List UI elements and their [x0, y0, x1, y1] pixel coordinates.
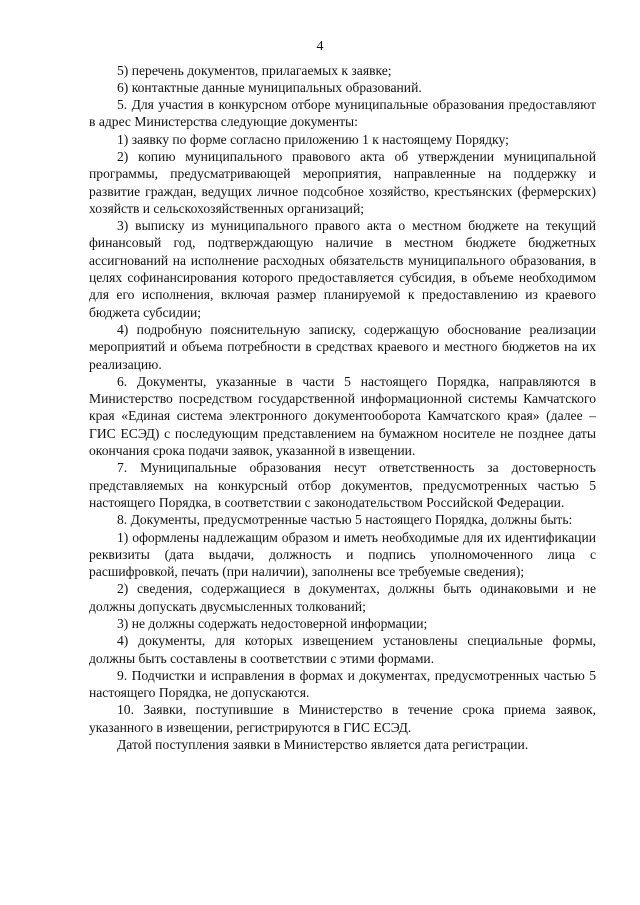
paragraph-section-5: 5. Для участия в конкурсном отборе муниципальные образования предоставляют в адрес Министерства следующие документы: [89, 97, 596, 130]
paragraph-section-8: 8. Документы, предусмотренные частью 5 настоящего Порядка, должны быть: [117, 512, 573, 528]
paragraph-section-6: 6. Документы, указанные в части 5 настоящего Порядка, направляются в Министерство посредством государственной информационной системы Камчатского края «Единая система электронного документооборота Камчатского края» (далее – ГИС ЕСЭД) с последующим представлением на бумажном носителе не позднее даты окончания срока подачи заявок, указанной в извещении. [89, 373, 596, 459]
paragraph-section-8-item-3: 3) не должны содержать недостоверной информации; [117, 616, 428, 631]
paragraph-section-8-item-2: 2) сведения, содержащиеся в документах, должны быть одинаковыми и не должны допускать двусмысленных толкований; [89, 581, 596, 614]
paragraph-section-9: 9. Подчистки и исправления в формах и документах, предусмотренных частью 5 настоящего Порядка, не допускаются. [89, 667, 596, 701]
page-number: 4 [316, 39, 324, 54]
paragraph-section-8-item-1: 1) оформлены надлежащим образом и иметь необходимые для их идентификации реквизиты (дата выдачи, должность и подпись уполномоченного лица с расшифровкой, печать (при наличии), заполнены все требуемые сведения); [89, 529, 596, 580]
paragraph-section-5-item-1: 1) заявку по форме согласно приложению 1 к настоящему Порядку; [117, 131, 509, 147]
paragraph-registration-date: Датой поступления заявки в Министерство является дата регистрации. [117, 737, 529, 753]
paragraph-list-item-6: 6) контактные данные муниципальных образований. [117, 79, 422, 95]
document-body [89, 62, 596, 754]
paragraph-section-5-item-3: 3) выписку из муниципального правого акта о местном бюджете на текущий финансовый год, подтверждающую наличие в местном бюджете бюджетных ассигнований на исполнение расходных обязательств муниципального образования, в целях софинансирования которого предоставляется субсидия, в объеме необходимом для его исполнения, включая размер планируемой к предоставлению из краевого бюджета субсидии; [89, 218, 596, 320]
paragraph-section-8-item-4: 4) документы, для которых извещением установлены специальные формы, должны быть составлены в соответствии с этими формами. [89, 633, 596, 666]
paragraph-section-5-item-2: 2) копию муниципального правового акта об утверждении муниципальной программы, предусматривающей мероприятия, направленные на поддержку и развитие граждан, ведущих личное подсобное хозяйство, крестьянских (фермерских) хозяйств и сельскохозяйственных организаций; [89, 148, 596, 216]
paragraph-list-item-5: 5) перечень документов, прилагаемых к заявке; [117, 62, 392, 78]
paragraph-section-7: 7. Муниципальные образования несут ответственность за достоверность представляемых на конкурсный отбор документов, предусмотренных частью 5 настоящего Порядка, в соответствии с законодательством Российской Федерации. [89, 460, 596, 510]
paragraph-section-5-item-4: 4) подробную пояснительную записку, содержащую обоснование реализации мероприятий и объема потребности в средствах краевого и местного бюджетов на их реализацию. [89, 321, 596, 372]
paragraph-section-10: 10. Заявки, поступившие в Министерство в течение срока приема заявок, указанного в извещении, регистрируются в ГИС ЕСЭД. [89, 702, 596, 735]
